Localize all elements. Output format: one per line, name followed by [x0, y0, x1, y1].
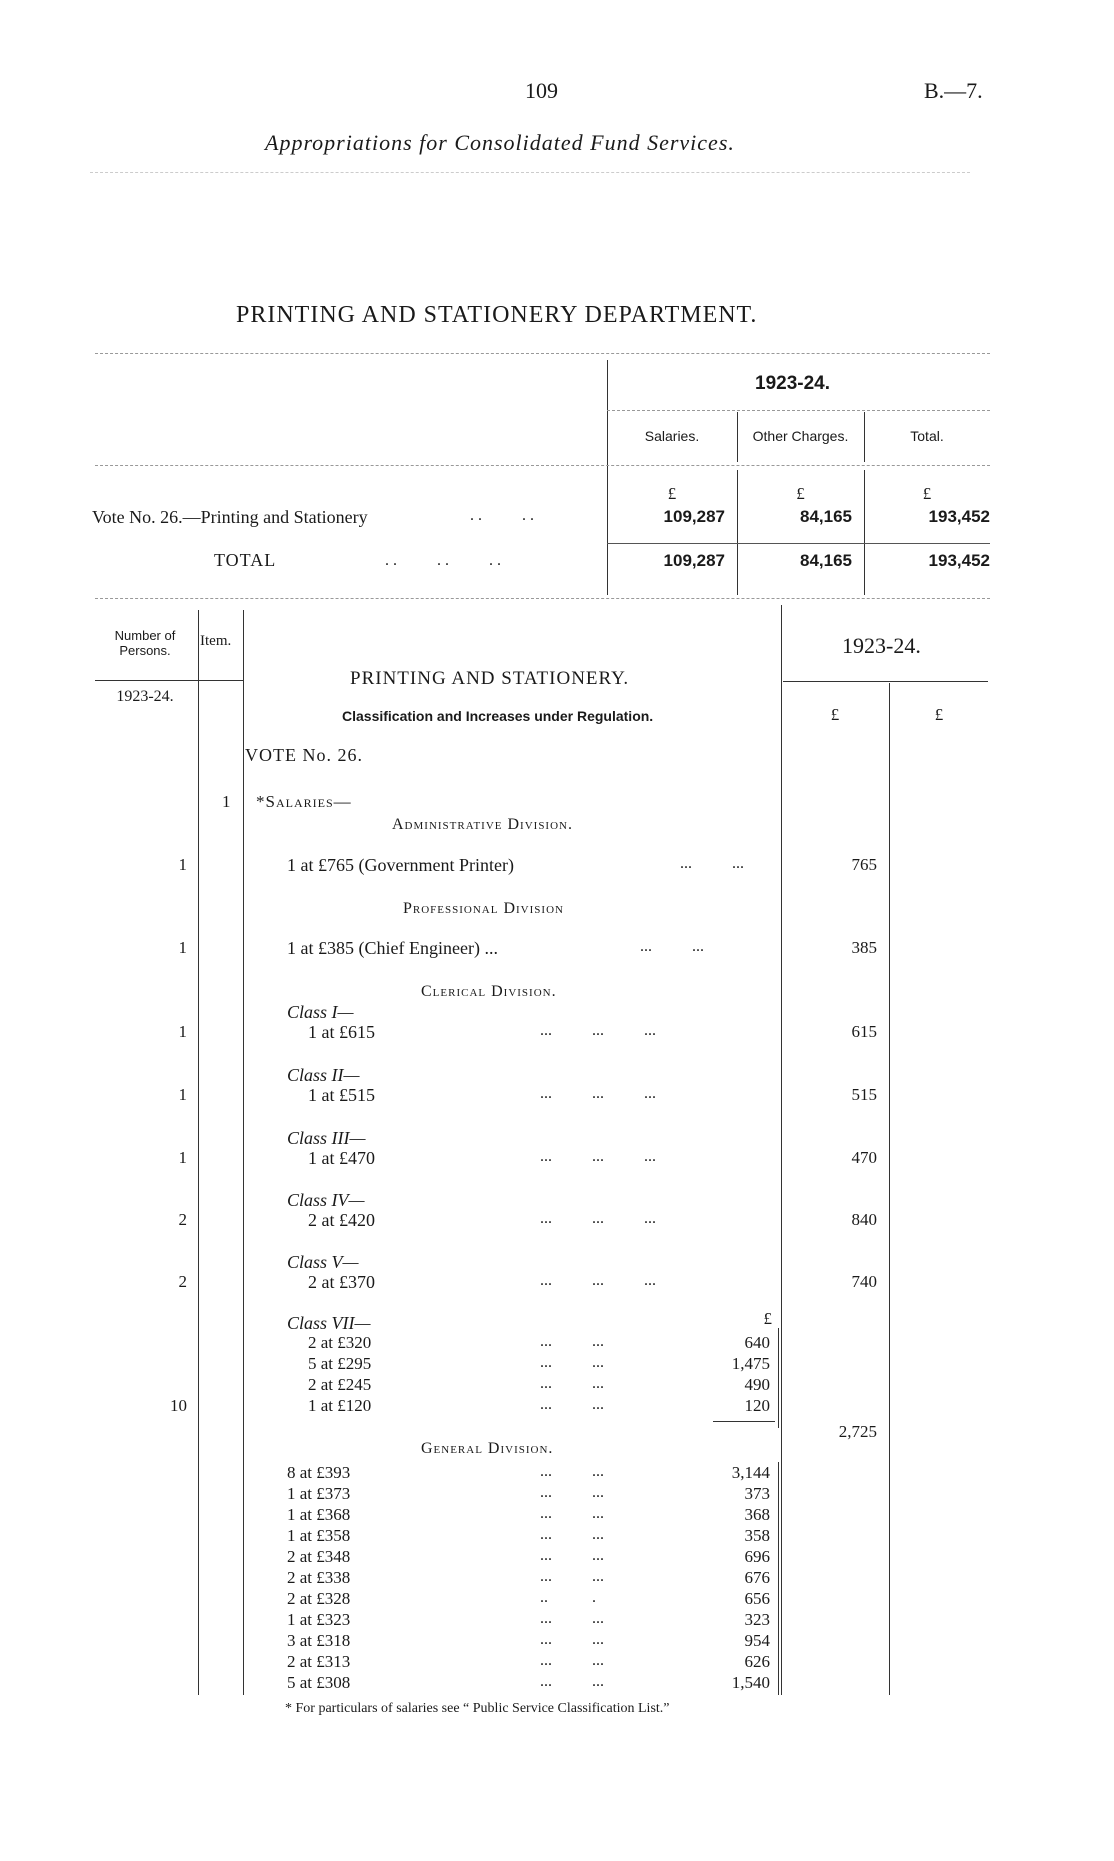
general-row-dots: ... ... [540, 1547, 604, 1564]
general-row-amount: 3,144 [731, 1463, 770, 1482]
col-item-header: Item. [200, 633, 232, 649]
class7-total: 2,725 [838, 1422, 877, 1441]
salary-line-dots: ... ... ... [540, 1085, 656, 1102]
other-currency: £ [796, 484, 805, 503]
summary-col-other: Other Charges. [752, 428, 849, 444]
class7-row-dots: ... ... [540, 1333, 604, 1350]
general-division: General Division. [421, 1440, 554, 1457]
salary-line-dots: ... ... [640, 938, 704, 955]
general-row-amount: 656 [744, 1589, 770, 1608]
detail-year: 1923-24. [842, 633, 921, 658]
persons-count: 1 [178, 938, 187, 957]
salary-line-amount: 515 [851, 1085, 877, 1104]
professional-division: Professional Division [403, 900, 564, 917]
total-label: TOTAL [214, 550, 277, 570]
amount-currency-1: £ [830, 705, 840, 724]
total-other: 84,165 [800, 551, 852, 570]
administrative-division: Administrative Division. [392, 816, 573, 833]
salaries-currency: £ [667, 484, 677, 503]
class7-row-amount: 640 [744, 1333, 770, 1352]
class-label: Class IV— [287, 1190, 365, 1210]
persons-count: 2 [178, 1272, 187, 1291]
salary-line-label: 1 at £385 (Chief Engineer) ... [287, 938, 498, 958]
vote-dots: . . . . [470, 507, 534, 524]
total-dots: . . . . . . [385, 552, 501, 569]
page-subtitle: Appropriations for Consolidated Fund Services. [265, 130, 735, 155]
general-row-dots: ... ... [540, 1526, 604, 1543]
general-row-dots: ... ... [540, 1610, 604, 1627]
footnote: * For particulars of salaries see “ Public Service Classification List.” [285, 1701, 670, 1716]
salaries-heading: *Salaries— [256, 792, 352, 811]
detail-persons-sep [198, 610, 199, 1695]
document-reference: B.—7. [924, 78, 983, 103]
general-row-label: 2 at £328 [287, 1589, 351, 1608]
general-row-amount: 676 [744, 1568, 770, 1587]
general-row-dots: ... ... [540, 1568, 604, 1585]
vote-other: 84,165 [800, 507, 852, 526]
class7-row-label: 1 at £120 [308, 1396, 372, 1415]
general-row-dots: ... ... [540, 1463, 604, 1480]
class-label: Class VII— [287, 1313, 371, 1333]
item-number: 1 [222, 792, 231, 811]
clerical-division: Clerical Division. [421, 983, 557, 1000]
total-total: 193,452 [928, 551, 990, 570]
summary-col-salaries: Salaries. [644, 428, 700, 444]
detail-item-sep [243, 610, 244, 1695]
salary-line-dots: ... ... ... [540, 1022, 656, 1039]
salary-line-dots: ... ... ... [540, 1148, 656, 1165]
persons-count: 1 [178, 1148, 187, 1167]
class7-sum-rule [713, 1421, 775, 1422]
salary-line-dots: ... ... ... [540, 1210, 656, 1227]
class7-row-label: 2 at £320 [308, 1333, 372, 1352]
general-row-label: 1 at £323 [287, 1610, 351, 1629]
class-label: Class I— [287, 1002, 354, 1022]
detail-col-sep [889, 683, 890, 1695]
general-row-label: 3 at £318 [287, 1631, 351, 1650]
summary-year-rule [607, 410, 990, 411]
general-row-dots: ... ... [540, 1652, 604, 1669]
salary-line-amount: 470 [851, 1148, 877, 1167]
general-row-label: 8 at £393 [287, 1463, 351, 1482]
general-row-dots: ... ... [540, 1505, 604, 1522]
general-row-label: 2 at £338 [287, 1568, 351, 1587]
class7-row-amount: 120 [744, 1396, 770, 1415]
detail-subheading: Classification and Increases under Regulation. [342, 708, 654, 724]
class-label: Class III— [287, 1128, 366, 1148]
salary-line-dots: ... ... ... [540, 1272, 656, 1289]
class7-subcol-sep [778, 1328, 779, 1428]
persons-year: 1923-24. [116, 688, 174, 705]
summary-header-rule [95, 465, 990, 466]
page-number: 109 [525, 78, 558, 103]
general-row-amount: 358 [744, 1526, 770, 1545]
general-row-amount: 323 [744, 1610, 770, 1629]
general-row-dots: ... ... [540, 1484, 604, 1501]
summary-bottom-rule [95, 598, 990, 599]
class-label: Class V— [287, 1252, 359, 1272]
general-row-label: 2 at £348 [287, 1547, 351, 1566]
persons-count: 1 [178, 855, 187, 874]
class7-row-label: 2 at £245 [308, 1375, 372, 1394]
general-row-amount: 1,540 [731, 1673, 770, 1692]
summary-col-sep-3 [737, 470, 738, 595]
general-row-label: 1 at £358 [287, 1526, 351, 1545]
persons-count: 2 [178, 1210, 187, 1229]
general-row-amount: 696 [744, 1547, 770, 1566]
salary-line-label: 1 at £470 [308, 1148, 375, 1168]
class7-row-amount: 1,475 [731, 1354, 770, 1373]
general-row-label: 2 at £313 [287, 1652, 351, 1671]
summary-year: 1923-24. [755, 373, 831, 394]
general-row-dots: ... ... [540, 1631, 604, 1648]
general-row-label: 5 at £308 [287, 1673, 351, 1692]
salary-line-amount: 740 [851, 1272, 877, 1291]
class7-row-dots: ... ... [540, 1396, 604, 1413]
amount-currency-2: £ [934, 705, 944, 724]
general-row-amount: 626 [744, 1652, 770, 1671]
salary-line-label: 2 at £370 [308, 1272, 375, 1292]
summary-col-total: Total. [910, 428, 944, 444]
salary-line-label: 1 at £615 [308, 1022, 375, 1042]
salary-line-dots: ... ... [680, 855, 744, 872]
general-row-amount: 368 [744, 1505, 770, 1524]
general-row-dots: .. . [540, 1589, 596, 1606]
header-rule [90, 172, 970, 173]
vote-label: Vote No. 26.—Printing and Stationery [92, 507, 368, 527]
class7-row-dots: ... ... [540, 1375, 604, 1392]
general-subcol-sep [778, 1462, 779, 1695]
class7-row-dots: ... ... [540, 1354, 604, 1371]
vote-total: 193,452 [928, 507, 990, 526]
salary-line-amount: 615 [851, 1022, 877, 1041]
vote-number: VOTE No. 26. [245, 745, 363, 765]
vote-salaries: 109,287 [663, 507, 725, 526]
salary-line-label: 2 at £420 [308, 1210, 375, 1230]
persons-count: 1 [178, 1085, 187, 1104]
salary-line-amount: 765 [851, 855, 877, 874]
total-salaries: 109,287 [663, 551, 725, 570]
class7-row-amount: 490 [744, 1375, 770, 1394]
salary-line-label: 1 at £515 [308, 1085, 375, 1105]
class7-currency: £ [763, 1309, 772, 1328]
general-row-label: 1 at £368 [287, 1505, 351, 1524]
persons-count: 1 [178, 1022, 187, 1041]
salary-line-amount: 840 [851, 1210, 877, 1229]
general-row-dots: ... ... [540, 1673, 604, 1690]
summary-subtotal-rule [607, 543, 990, 544]
class-label: Class II— [287, 1065, 360, 1085]
col-persons-header: Number of Persons. [114, 628, 176, 658]
general-row-amount: 954 [744, 1631, 770, 1650]
detail-year-rule [783, 681, 988, 682]
salary-line-label: 1 at £765 (Government Printer) [287, 855, 514, 875]
detail-header-rule [95, 680, 243, 681]
salary-line-amount: 385 [851, 938, 877, 957]
department-title: PRINTING AND STATIONERY DEPARTMENT. [236, 302, 758, 328]
class7-row-label: 5 at £295 [308, 1354, 372, 1373]
class7-persons: 10 [170, 1396, 187, 1415]
general-row-amount: 373 [744, 1484, 770, 1503]
summary-top-rule [95, 353, 990, 354]
detail-heading: PRINTING AND STATIONERY. [350, 668, 630, 689]
summary-col-sep-4 [864, 470, 865, 595]
general-row-label: 1 at £373 [287, 1484, 351, 1503]
total-currency: £ [922, 484, 932, 503]
